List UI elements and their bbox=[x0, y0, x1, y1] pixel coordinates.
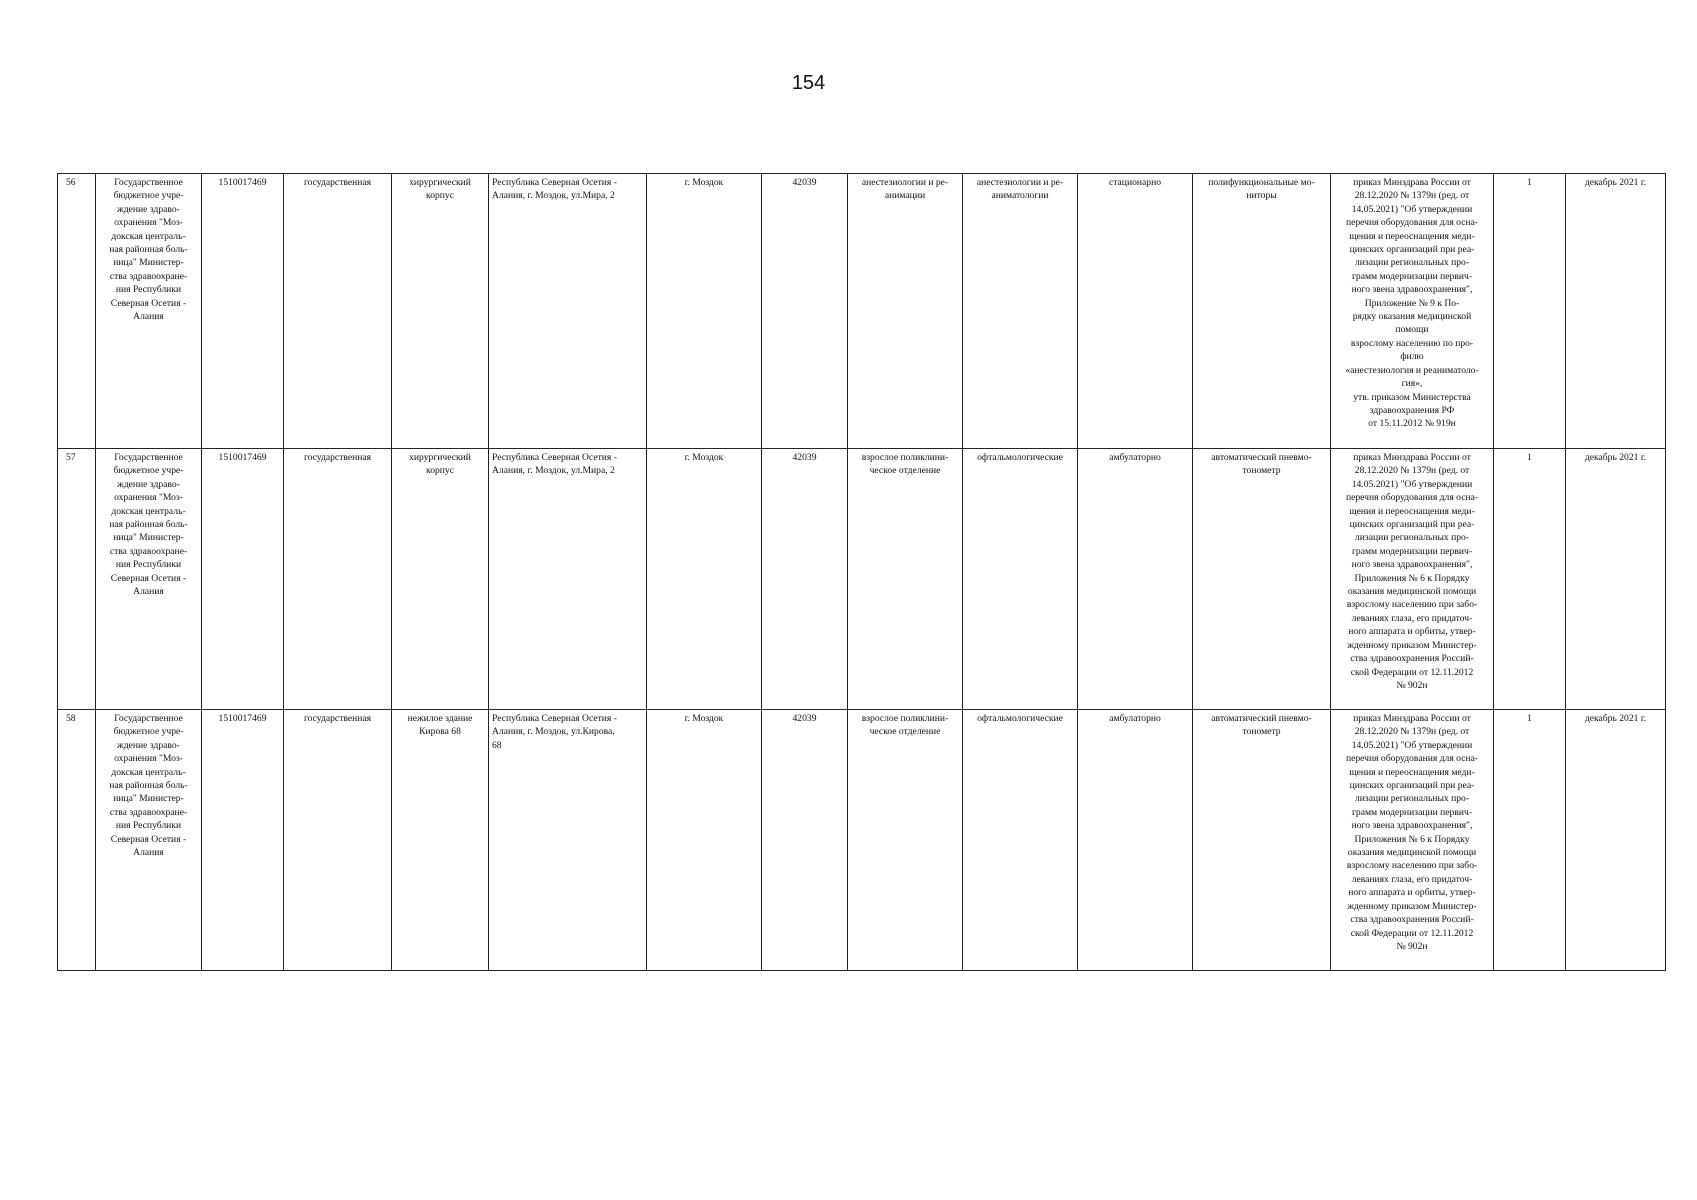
text-line: щения и переоснащения меди- bbox=[1349, 230, 1475, 242]
text-line: от 15.11.2012 № 919н bbox=[1368, 418, 1456, 430]
text-line: 14.05.2021) "Об утверждении bbox=[1351, 203, 1473, 215]
text-line: г. Моздок bbox=[684, 177, 724, 188]
text-line: помощи bbox=[1395, 324, 1429, 336]
text-line: ного звена здравоохранения", bbox=[1351, 559, 1473, 571]
text-line: ного аппарата и орбиты, утвер- bbox=[1348, 626, 1476, 638]
cell-code bbox=[762, 449, 848, 710]
cell-equipment bbox=[1193, 174, 1331, 449]
text-line: взрослому населению при забо- bbox=[1346, 599, 1478, 611]
text-line: Республика Северная Осетия - bbox=[492, 177, 617, 188]
text-line: перечня оборудования для осна- bbox=[1345, 217, 1479, 229]
cell-organization bbox=[96, 710, 202, 971]
text-line: леваниях глаза, его придаточ- bbox=[1351, 612, 1473, 624]
text-line: ного звена здравоохранения", bbox=[1351, 820, 1473, 832]
page-number: 154 bbox=[791, 72, 826, 94]
text-line: цинских организаций при реа- bbox=[1349, 519, 1475, 531]
text-line: 28.12.2020 № 1379н (ред. от bbox=[1354, 190, 1470, 202]
cell-profile bbox=[963, 174, 1078, 449]
cell-code bbox=[762, 174, 848, 449]
text-line: Республика Северная Осетия - bbox=[492, 713, 617, 724]
text-line: Алания bbox=[133, 586, 164, 598]
text-line: цинских организаций при реа- bbox=[1349, 244, 1475, 256]
text-line: анестезиологии и ре- bbox=[861, 177, 949, 188]
cell-code bbox=[762, 710, 848, 971]
text-line: ная районная боль- bbox=[109, 780, 188, 792]
text-line: хирургический bbox=[409, 177, 471, 188]
cell-care-form bbox=[1078, 174, 1193, 449]
cell-building bbox=[392, 449, 489, 710]
text-line: анестезиологии и ре- bbox=[976, 177, 1064, 188]
cell-city bbox=[647, 710, 762, 971]
text-line: ческое отделение bbox=[869, 726, 941, 738]
cell-department bbox=[848, 174, 963, 449]
cell-address bbox=[489, 710, 647, 971]
cell-address bbox=[489, 174, 647, 449]
cell-basis bbox=[1331, 449, 1494, 710]
text-line: Приложение № 9 к По- bbox=[1364, 297, 1460, 309]
text-line: бюджетное учре- bbox=[113, 726, 184, 738]
text-line: 42039 bbox=[792, 177, 817, 188]
text-line: лизации региональных про- bbox=[1354, 257, 1470, 269]
text-line: Республика Северная Осетия - bbox=[492, 452, 617, 463]
text-line: стационарно bbox=[1108, 177, 1161, 188]
text-line: 14.05.2021) "Об утверждении bbox=[1351, 739, 1473, 751]
text-line: государственная bbox=[303, 177, 372, 188]
text-line: 28.12.2020 № 1379н (ред. от bbox=[1354, 726, 1470, 738]
text-line: взрослое поликлини- bbox=[861, 713, 949, 724]
text-line: Кирова 68 bbox=[419, 726, 461, 738]
text-line: грамм модернизации первич- bbox=[1351, 545, 1473, 557]
text-line: 42039 bbox=[792, 452, 817, 463]
cell-inn bbox=[202, 449, 284, 710]
cell-profile bbox=[963, 449, 1078, 710]
text-line: Алания, г. Моздок, ул.Кирова, bbox=[492, 726, 615, 738]
cell-address bbox=[489, 449, 647, 710]
text-line: офтальмологические bbox=[977, 452, 1063, 463]
cell-building bbox=[392, 174, 489, 449]
text-line: рядку оказания медицинской bbox=[1352, 311, 1472, 323]
cell-inn bbox=[202, 174, 284, 449]
text-line: бюджетное учре- bbox=[113, 465, 184, 477]
text-line: 42039 bbox=[792, 713, 817, 724]
text-line: 56 bbox=[66, 177, 76, 188]
cell-building bbox=[392, 710, 489, 971]
text-line: гия», bbox=[1401, 378, 1423, 390]
text-line: приказ Минздрава России от bbox=[1353, 713, 1471, 724]
cell-quantity bbox=[1494, 174, 1566, 449]
text-line: полифункциональные мо- bbox=[1208, 177, 1315, 188]
text-line: докская централь- bbox=[111, 766, 186, 778]
text-line: автоматический пневмо- bbox=[1211, 452, 1312, 463]
text-line: ница" Министер- bbox=[113, 793, 184, 805]
table-body bbox=[58, 174, 1666, 971]
text-line: лизации региональных про- bbox=[1354, 532, 1470, 544]
text-line: Государственное bbox=[114, 177, 183, 188]
cell-quantity bbox=[1494, 449, 1566, 710]
text-line: 58 bbox=[66, 713, 76, 724]
text-line: Приложения № 6 к Порядку bbox=[1354, 833, 1470, 845]
text-line: ства здравоохранения Россий- bbox=[1350, 914, 1474, 926]
text-line: амбулаторно bbox=[1109, 452, 1161, 463]
text-line: 28.12.2020 № 1379н (ред. от bbox=[1354, 465, 1470, 477]
cell-date bbox=[1566, 449, 1666, 710]
text-line: хирургический bbox=[409, 452, 471, 463]
text-line: Алания bbox=[133, 311, 164, 323]
text-line: жденному приказом Министер- bbox=[1347, 639, 1477, 651]
text-line: филю bbox=[1400, 351, 1424, 363]
text-line: жденному приказом Министер- bbox=[1347, 900, 1477, 912]
text-line: взрослому населению при забо- bbox=[1346, 860, 1478, 872]
text-line: корпус bbox=[426, 465, 454, 477]
text-line: ниторы bbox=[1246, 190, 1277, 202]
text-line: взрослому населению по про- bbox=[1350, 337, 1474, 349]
text-line: государственная bbox=[303, 452, 372, 463]
text-line: ства здравоохранения Россий- bbox=[1350, 653, 1474, 665]
text-line: охранения "Моз- bbox=[114, 217, 183, 229]
cell-date bbox=[1566, 710, 1666, 971]
text-line: анимации bbox=[884, 190, 926, 202]
cell-organization bbox=[96, 174, 202, 449]
cell-ownership bbox=[284, 449, 392, 710]
text-line: ства здравоохране- bbox=[109, 806, 188, 818]
text-line: цинских организаций при реа- bbox=[1349, 780, 1475, 792]
text-line: перечня оборудования для осна- bbox=[1345, 753, 1479, 765]
cell-equipment bbox=[1193, 710, 1331, 971]
text-line: тонометр bbox=[1242, 465, 1281, 477]
text-line: 1 bbox=[1527, 713, 1532, 724]
text-line: грамм модернизации первич- bbox=[1351, 270, 1473, 282]
text-line: корпус bbox=[426, 190, 454, 202]
cell-profile bbox=[963, 710, 1078, 971]
cell-city bbox=[647, 174, 762, 449]
text-line: Алания, г. Моздок, ул.Мира, 2 bbox=[492, 465, 615, 477]
text-line: перечня оборудования для осна- bbox=[1345, 492, 1479, 504]
text-line: декабрь 2021 г. bbox=[1584, 452, 1647, 463]
text-line: оказания медицинской помощи bbox=[1347, 586, 1477, 598]
text-line: Государственное bbox=[114, 452, 183, 463]
cell-care-form bbox=[1078, 710, 1193, 971]
text-line: щения и переоснащения меди- bbox=[1349, 505, 1475, 517]
cell-date bbox=[1566, 174, 1666, 449]
text-line: № 902н bbox=[1396, 940, 1428, 952]
text-line: нежилое здание bbox=[407, 713, 473, 724]
text-line: г. Моздок bbox=[684, 452, 724, 463]
text-line: г. Моздок bbox=[684, 713, 724, 724]
text-line: докская централь- bbox=[111, 505, 186, 517]
text-line: государственная bbox=[303, 713, 372, 724]
cell-department bbox=[848, 710, 963, 971]
table-row bbox=[58, 449, 1666, 710]
equipment-table bbox=[57, 173, 1666, 971]
text-line: ждение здраво- bbox=[117, 739, 180, 751]
text-line: взрослое поликлини- bbox=[861, 452, 949, 463]
cell-department bbox=[848, 449, 963, 710]
text-line: амбулаторно bbox=[1109, 713, 1161, 724]
text-line: ния Республики bbox=[115, 559, 182, 571]
cell-basis bbox=[1331, 710, 1494, 971]
text-line: Приложения № 6 к Порядку bbox=[1354, 572, 1470, 584]
cell-number bbox=[58, 710, 96, 971]
cell-quantity bbox=[1494, 710, 1566, 971]
text-line: здравоохранения РФ bbox=[1369, 404, 1455, 416]
text-line: ства здравоохране- bbox=[109, 545, 188, 557]
text-line: ской Федерации от 12.11.2012 bbox=[1350, 927, 1474, 939]
table-row bbox=[58, 174, 1666, 449]
text-line: № 902н bbox=[1396, 679, 1428, 691]
text-line: 1510017469 bbox=[218, 452, 267, 463]
text-line: щения и переоснащения меди- bbox=[1349, 766, 1475, 778]
text-line: ния Республики bbox=[115, 820, 182, 832]
text-line: 68 bbox=[492, 739, 502, 751]
text-line: ческое отделение bbox=[869, 465, 941, 477]
text-line: Северная Осетия - bbox=[110, 297, 187, 309]
text-line: ждение здраво- bbox=[117, 478, 180, 490]
text-line: приказ Минздрава России от bbox=[1353, 177, 1471, 188]
text-line: Северная Осетия - bbox=[110, 833, 187, 845]
text-line: Государственное bbox=[114, 713, 183, 724]
cell-ownership bbox=[284, 710, 392, 971]
text-line: Северная Осетия - bbox=[110, 572, 187, 584]
text-line: докская централь- bbox=[111, 230, 186, 242]
text-line: ница" Министер- bbox=[113, 532, 184, 544]
text-line: приказ Минздрава России от bbox=[1353, 452, 1471, 463]
cell-care-form bbox=[1078, 449, 1193, 710]
text-line: декабрь 2021 г. bbox=[1584, 177, 1647, 188]
cell-number bbox=[58, 449, 96, 710]
text-line: ная районная боль- bbox=[109, 519, 188, 531]
cell-basis bbox=[1331, 174, 1494, 449]
text-line: автоматический пневмо- bbox=[1211, 713, 1312, 724]
text-line: охранения "Моз- bbox=[114, 753, 183, 765]
text-line: ния Республики bbox=[115, 284, 182, 296]
cell-inn bbox=[202, 710, 284, 971]
text-line: ного звена здравоохранения", bbox=[1351, 284, 1473, 296]
text-line: бюджетное учре- bbox=[113, 190, 184, 202]
table-row bbox=[58, 710, 1666, 971]
text-line: аниматологии bbox=[991, 190, 1049, 202]
text-line: ная районная боль- bbox=[109, 244, 188, 256]
text-line: декабрь 2021 г. bbox=[1584, 713, 1647, 724]
text-line: офтальмологические bbox=[977, 713, 1063, 724]
cell-ownership bbox=[284, 174, 392, 449]
cell-equipment bbox=[1193, 449, 1331, 710]
text-line: ской Федерации от 12.11.2012 bbox=[1350, 666, 1474, 678]
cell-city bbox=[647, 449, 762, 710]
text-line: тонометр bbox=[1242, 726, 1281, 738]
text-line: ждение здраво- bbox=[117, 203, 180, 215]
text-line: «анестезиология и реаниматоло- bbox=[1345, 364, 1479, 376]
text-line: 1510017469 bbox=[218, 713, 267, 724]
text-line: утв. приказом Министерства bbox=[1353, 391, 1471, 403]
text-line: 57 bbox=[66, 452, 76, 463]
cell-organization bbox=[96, 449, 202, 710]
text-line: грамм модернизации первич- bbox=[1351, 806, 1473, 818]
text-line: Алания, г. Моздок, ул.Мира, 2 bbox=[492, 190, 615, 202]
text-line: 1 bbox=[1527, 177, 1532, 188]
text-line: лизации региональных про- bbox=[1354, 793, 1470, 805]
text-line: оказания медицинской помощи bbox=[1347, 847, 1477, 859]
text-line: ства здравоохране- bbox=[109, 270, 188, 282]
text-line: 14.05.2021) "Об утверждении bbox=[1351, 478, 1473, 490]
text-line: Алания bbox=[133, 847, 164, 859]
text-line: ного аппарата и орбиты, утвер- bbox=[1348, 887, 1476, 899]
text-line: 1510017469 bbox=[218, 177, 267, 188]
cell-number bbox=[58, 174, 96, 449]
text-line: охранения "Моз- bbox=[114, 492, 183, 504]
text-line: леваниях глаза, его придаточ- bbox=[1351, 873, 1473, 885]
text-line: ница" Министер- bbox=[113, 257, 184, 269]
text-line: 1 bbox=[1527, 452, 1532, 463]
